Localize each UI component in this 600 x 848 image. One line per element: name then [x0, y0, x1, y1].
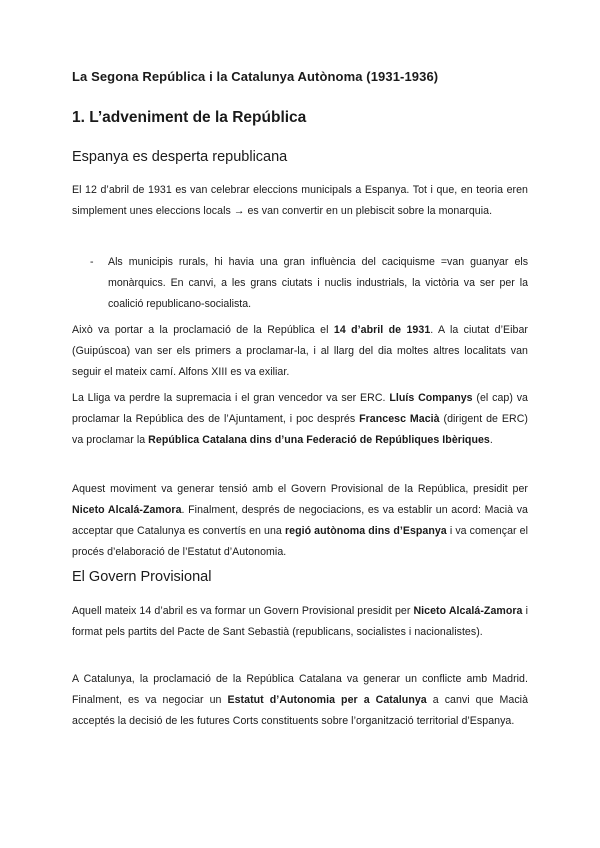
paragraph-proclamacio: Això va portar a la proclamació de la República el 14 d’abril de 1931. A la ciutat d’Eibar (Guipúscoa) van ser els primers a proclamar-la, i al llarg del dia moltes altres localitats van seguir el mateix camí. Alfons XIII es va exiliar.: [72, 324, 528, 378]
bold-date: 14 d’abril de 1931: [333, 324, 431, 336]
bullet-marker: -: [90, 256, 94, 268]
paragraph-estatut: A Catalunya, la proclamació de la República Catalana va generar un conflicte amb Madrid. Finalment, es va negociar un Estatut d’Autonomia per a Catalunya a canvi que Macià acceptés la decisió de les futures Corts constituents sobre l’organització territorial d’Espanya.: [72, 673, 529, 727]
bold-alcala-zamora: Niceto Alcalá-Zamora: [72, 504, 182, 516]
bold-macia: Francesc Macià: [359, 413, 440, 425]
bold-regio-autonoma: regió autònoma dins d’Espanya: [284, 525, 447, 537]
bold-alcala-zamora-2: Niceto Alcalá-Zamora: [413, 605, 523, 617]
paragraph-eleccions: El 12 d’abril de 1931 es van celebrar eleccions municipals a Espanya. Tot i que, en teoria eren simplement unes eleccions locals → es van convertir en un plebiscit sobre la monarquia.: [72, 184, 528, 217]
section-heading: 1. L’adveniment de la República: [72, 109, 307, 126]
subsection-heading-govern: El Govern Provisional: [72, 569, 212, 585]
paragraph-govern-provisional: Aquell mateix 14 d’abril es va formar un Govern Provisional presidit per Niceto Alcalá-Zamora i format pels partits del Pacte de Sant Sebastià (republicans, socialistes i nacionalistes).: [72, 605, 528, 638]
paragraph-govern-tensio: Aquest moviment va generar tensió amb el Govern Provisional de la República, presidit per Niceto Alcalá-Zamora. Finalment, després de negociacions, es va establir un acord: Macià va acceptar que Catalunya es convertís en una regió autònoma dins d’Espanya i va començar el procés d’elaboració de l’Estatut d’Autonomia.: [72, 483, 529, 558]
bold-republica-catalana: República Catalana dins d’una Federació de Repúbliques Ibèriques: [148, 434, 490, 446]
document-title: La Segona República i la Catalunya Autònoma (1931-1936): [72, 69, 439, 84]
bold-estatut: Estatut d’Autonomia per a Catalunya: [227, 694, 427, 706]
bold-companys: Lluís Companys: [389, 392, 473, 404]
paragraph-erc: La Lliga va perdre la supremacia i el gran vencedor va ser ERC. Lluís Companys (el cap) va proclamar la República des de l’Ajuntament, i poc després Francesc Macià (dirigent de ERC) va proclamar la República Catalana dins d’una Federació de Repúbliques Ibèriques.: [72, 392, 528, 446]
bullet-caciquisme: Als municipis rurals, hi havia una gran influència del caciquisme =van guanyar els monàrquics. En canvi, a les grans ciutats i nuclis industrials, la victòria va ser per la coalició republicano-socialista.: [108, 256, 528, 310]
subsection-heading-espanya: Espanya es desperta republicana: [72, 149, 288, 165]
